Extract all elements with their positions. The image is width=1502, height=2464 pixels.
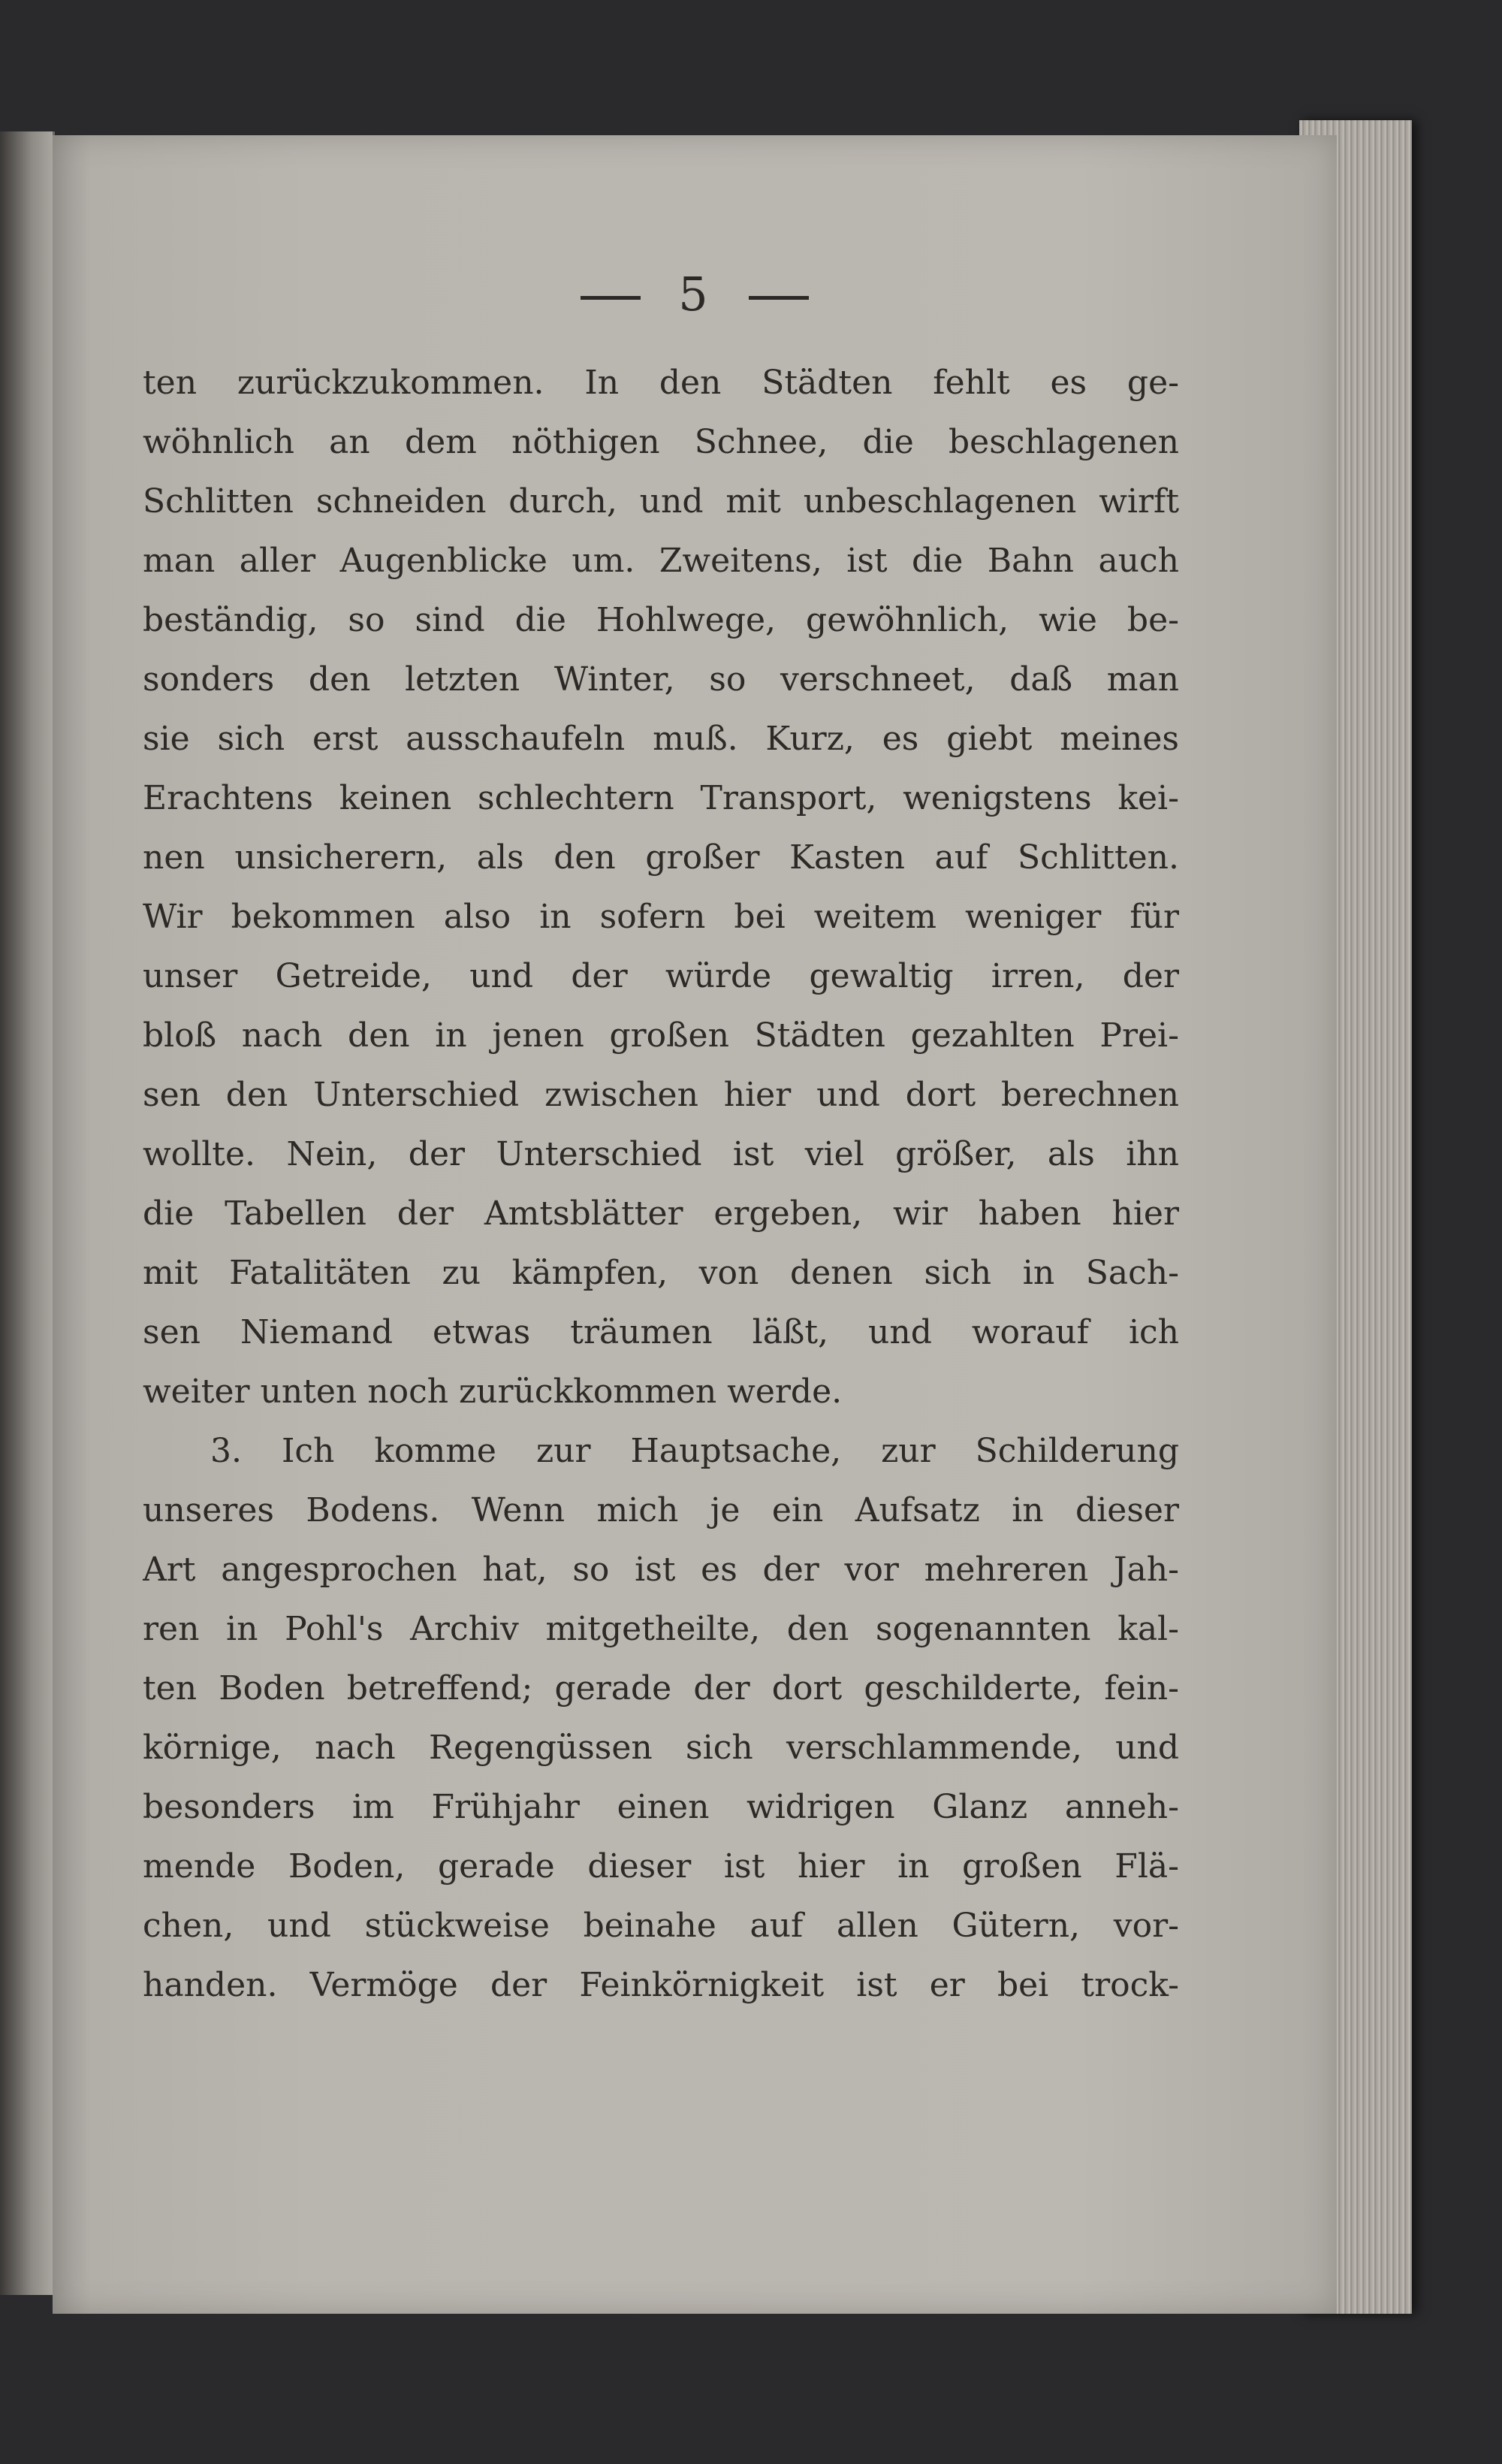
text-line: die Tabellen der Amtsblätter ergeben, wir haben hier: [143, 1194, 1179, 1233]
header-dash-right: [749, 296, 809, 300]
page-number: 5: [678, 267, 711, 322]
text-line: Wir bekommen also in sofern bei weitem weniger für: [143, 898, 1179, 936]
text-line: sen Niemand etwas träumen läßt, und worauf ich: [143, 1313, 1179, 1351]
text-line: beständig, so sind die Hohlwege, gewöhnlich, wie be-: [143, 601, 1179, 639]
text-line: ten Boden betreffend; gerade der dort geschilderte, fein-: [143, 1669, 1179, 1708]
text-line: sie sich erst ausschaufeln muß. Kurz, es giebt meines: [143, 720, 1179, 758]
text-line: bloß nach den in jenen großen Städten gezahlten Prei-: [143, 1016, 1179, 1055]
text-line: weiter unten noch zurückkommen werde.: [143, 1372, 843, 1411]
text-line: man aller Augenblicke um. Zweitens, ist die Bahn auch: [143, 542, 1179, 580]
body-text: [143, 353, 1179, 2015]
text-line: wöhnlich an dem nöthigen Schnee, die beschlagenen: [143, 423, 1179, 461]
text-line: sonders den letzten Winter, so verschneet, daß man: [143, 660, 1179, 699]
text-line: handen. Vermöge der Feinkörnigkeit ist er bei trock-: [143, 1966, 1179, 2004]
book-page: [53, 135, 1337, 2314]
header-dash-left: [581, 296, 641, 300]
text-line: nen unsicherern, als den großer Kasten auf Schlitten.: [143, 838, 1179, 877]
text-line: unser Getreide, und der würde gewaltig irren, der: [143, 957, 1179, 995]
text-line: Schlitten schneiden durch, und mit unbeschlagenen wirft: [143, 482, 1179, 521]
text-line: besonders im Frühjahr einen widrigen Glanz anneh-: [143, 1788, 1179, 1826]
text-line: ten zurückzukommen. In den Städten fehlt es ge-: [143, 364, 1179, 402]
text-line: ren in Pohl's Archiv mitgetheilte, den sogenannten kal-: [143, 1610, 1179, 1648]
text-line: 3. Ich komme zur Hauptsache, zur Schilderung: [210, 1432, 1179, 1470]
text-line: chen, und stückweise beinahe auf allen Gütern, vor-: [143, 1907, 1179, 1945]
text-line: sen den Unterschied zwischen hier und dort berechnen: [143, 1076, 1179, 1114]
text-line: körnige, nach Regengüssen sich verschlammende, und: [143, 1729, 1179, 1767]
page-header: [53, 267, 1337, 322]
text-line: unseres Bodens. Wenn mich je ein Aufsatz in dieser: [143, 1491, 1179, 1529]
text-line: Erachtens keinen schlechtern Transport, wenigstens kei-: [143, 779, 1179, 817]
text-line: wollte. Nein, der Unterschied ist viel größer, als ihn: [143, 1135, 1179, 1173]
facing-page-edge: [0, 131, 55, 2295]
text-line: mende Boden, gerade dieser ist hier in großen Flä-: [143, 1847, 1179, 1886]
text-line: Art angesprochen hat, so ist es der vor mehreren Jah-: [143, 1551, 1179, 1589]
text-line: mit Fatalitäten zu kämpfen, von denen sich in Sach-: [143, 1254, 1179, 1292]
